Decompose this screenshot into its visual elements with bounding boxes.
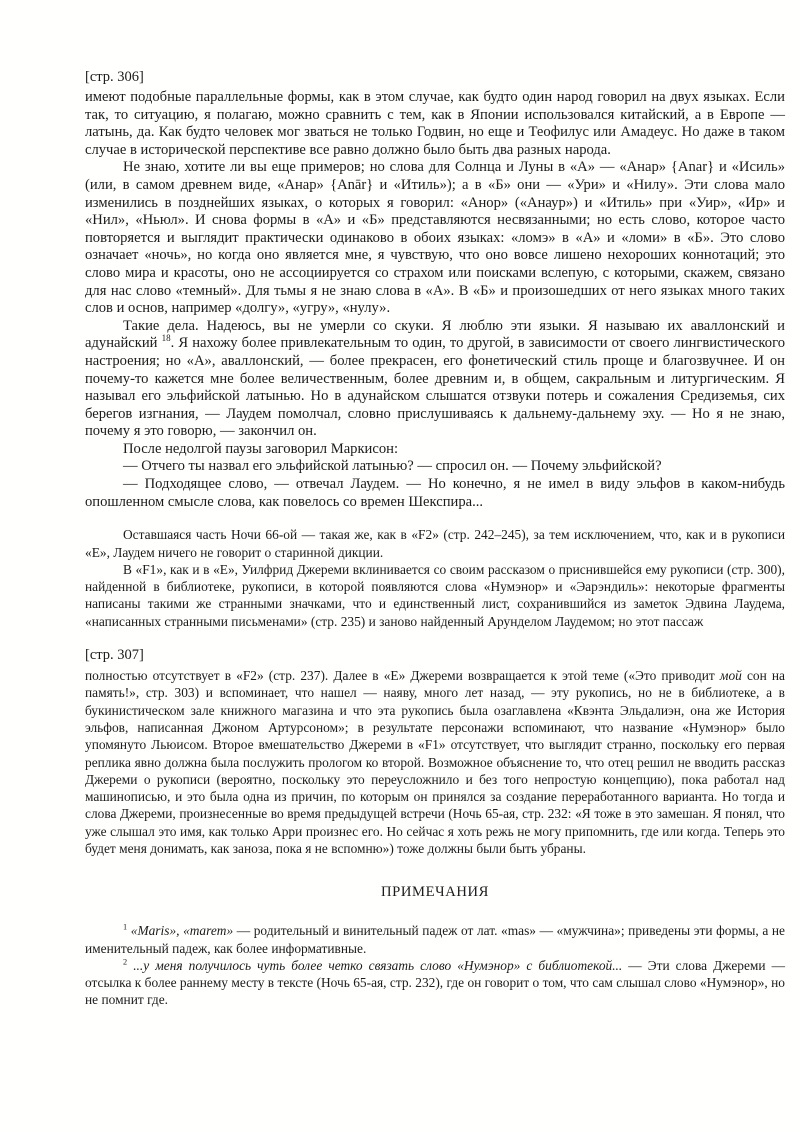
page-marker-307: [стр. 307] xyxy=(85,647,144,664)
paragraph xyxy=(85,476,785,511)
paragraph xyxy=(85,667,785,857)
paragraph xyxy=(85,89,785,159)
text-segment: — Эти слова Джереми — отсылка к более раннему месту в тексте (Ночь 65-ая, стр. 232), где он говорит о том, что сам слышал слово «Нумэнор», но не помнит где. xyxy=(85,957,785,1008)
footnote-ref: 1 xyxy=(123,922,128,932)
footnotes-section xyxy=(85,922,785,1008)
text-segment: сон на память!», стр. 303) и вспоминает, что нашел — наяву, много лет назад, — эту рукопись, но не в библиотеке, а в букинистическом зале книжного магазина и что эта рукопись была озаглавлена «Квэнта Эльдалиэн, она же История эльфов, написанная Джоном Артурсоном»; в результате персонажи вспоминают, что название «Нумэнор» было упомянуто Льюисом. Второе вмешательство Джереми в «F1» отсутствует, что выглядит странно, поскольку его первая реплика явно должна была послужить прологом ко второй. Возможное объяснение то, что отец решил не вводить рассказ Джереми о рукописи (вероятно, поскольку это переусложнило и без того непростую концепцию), пока работал над машинописью, и это была одна из причин, по которым он принялся за создание переработанного варианта. Но тогда и слова Джереми, произнесенные во время предыдущей встречи (Ночь 65-ая, стр. 232: «Я тоже в это замешан. Я понял, что уже слышал это имя, как только Арри произнес его. Но сейчас я хоть режь не могу припомнить, где или когда. Теперь это будет меня донимать, как заноза, пока я не вспомню») тоже должны были быть убраны. xyxy=(85,668,785,856)
text-segment: — Отчего ты назвал его эльфийской латынью? — спросил он. — Почему эльфийской? xyxy=(123,458,662,475)
text-segment: полностью отсутствует в «F2» (стр. 237). Далее в «Е» Джереми возвращается к этой теме («Это приводит xyxy=(85,668,720,684)
italic-text-segment: ...у меня получилось чуть более четко связать слово «Нумэнор» с библиотекой... xyxy=(133,957,623,973)
commentary-section-306 xyxy=(85,526,785,630)
italic-text-segment: «Maris», «marem» xyxy=(130,923,234,939)
text-segment: — родительный и винительный падеж от лат. «mas» — «мужчина»; приведены эти формы, а не именительный падеж, как более информативные. xyxy=(85,923,785,956)
paragraph xyxy=(85,922,785,957)
text-segment: Не знаю, хотите ли вы еще примеров; но слова для Солнца и Луны в «А» — «Анар» {Anar} и «Исиль» (или, в самом древнем виде, «Анар» {Anār} и «Итиль»); а в «Б» они — «Ури» и «Нилу». Эти слова мало изменились в позднейших языках, о которых я говорил: «Анор» («Анаур») и «Итиль» при «Уир», «Ир» и «Нил», «Ньюл». И снова формы в «А» и «Б» представляются несвязанными; но есть слово, которое часто повторяется и выглядит практически одинаково в обоих языках: «ломэ» в «А» и «ломи» в «Б». Это слово означает «ночь», но когда оно является мне, я чувствую, что оно вовсе лишено нехороших коннотаций; это слово мира и красоты, оно не ассоциируется со страхом или поисками вслепую, с которыми, скажем, связано для нас слово «темный». Для тьмы я не знаю слова в «А». В «Б» и произошедших от него языках много таких слов и основ, например «долгу», «угру», «нулу». xyxy=(85,159,785,317)
footnote-ref: 18 xyxy=(161,333,171,344)
paragraph xyxy=(85,318,785,441)
narrative-section-306 xyxy=(85,89,785,511)
paragraph xyxy=(85,159,785,317)
paragraph xyxy=(85,441,785,459)
text-segment: Оставшаяся часть Ночи 66-ой — такая же, как в «F2» (стр. 242–245), за тем исключением, что, как и в рукописи «Е», Лаудем ничего не говорит о старинной дикции. xyxy=(85,527,785,560)
paragraph xyxy=(85,526,785,561)
text-segment: имеют подобные параллельные формы, как в этом случае, как будто один народ говорил на двух языках. Если так, то ситуацию, я полагаю, можно сравнить с тем, как в Японии использовался китайский, а в Европе — латынь, да. Как будто человек мог зваться не только Годвин, но еще и Теофилус или Амадеус. Но даже в таком случае в исторической перспективе все равно должно было быть два разных народа. xyxy=(85,89,785,158)
footnote-ref: 2 xyxy=(123,957,128,967)
text-segment: . Я нахожу более привлекательным то один, то другой, в зависимости от своего лингвистического настроения; но «А», аваллонский, — более прекрасен, его фонетический стиль проще и благозвучнее. И он почему-то кажется мне более величественным, более древним и, в общем, сакральным и литургическим. Я называл его эльфийской латынью. Но в адунайском слышатся отзвуки потерь и сожаления Средиземья, сих берегов изгнания, — Лаудем помолчал, словно прислушиваясь к дальнему-дальнему эху. — Но я не знаю, почему я это говорю, — закончил он. xyxy=(85,335,785,440)
paragraph xyxy=(85,458,785,476)
text-block xyxy=(85,68,785,1009)
italic-text-segment: мой xyxy=(719,668,742,684)
text-segment: Такие дела. Надеюсь, вы не умерли со скуки. Я люблю эти языки. Я называю их аваллонский и адунайский xyxy=(85,317,785,352)
text-segment: После недолгой паузы заговорил Маркисон: xyxy=(123,440,399,457)
paragraph xyxy=(85,561,785,630)
page-marker-306: [стр. 306] xyxy=(85,69,144,85)
text-segment: — Подходящее слово, — отвечал Лаудем. — Но конечно, я не имел в виду эльфов в каком-нибудь опошленном смысле слова, как повелось со времен Шекспира... xyxy=(85,476,785,510)
notes-heading: ПРИМЕЧАНИЯ xyxy=(381,884,489,901)
paragraph xyxy=(85,957,785,1009)
commentary-section-307 xyxy=(85,667,785,857)
text-segment: В «F1», как и в «Е», Уилфрид Джереми вклинивается со своим рассказом о приснившейся ему рукописи (стр. 300), найденной в библиотеке, рукописи, в которой появляются слова «Нумэнор» и «Эарэндиль»: некоторые фрагменты написаны такими же странными значками, что и единственный лист, сохранившийся из заметок Эдвина Лаудема, «написанных странными письменами» (стр. 235) и заново найденный Арунделом Лаудемом; но этот пассаж xyxy=(85,561,785,629)
